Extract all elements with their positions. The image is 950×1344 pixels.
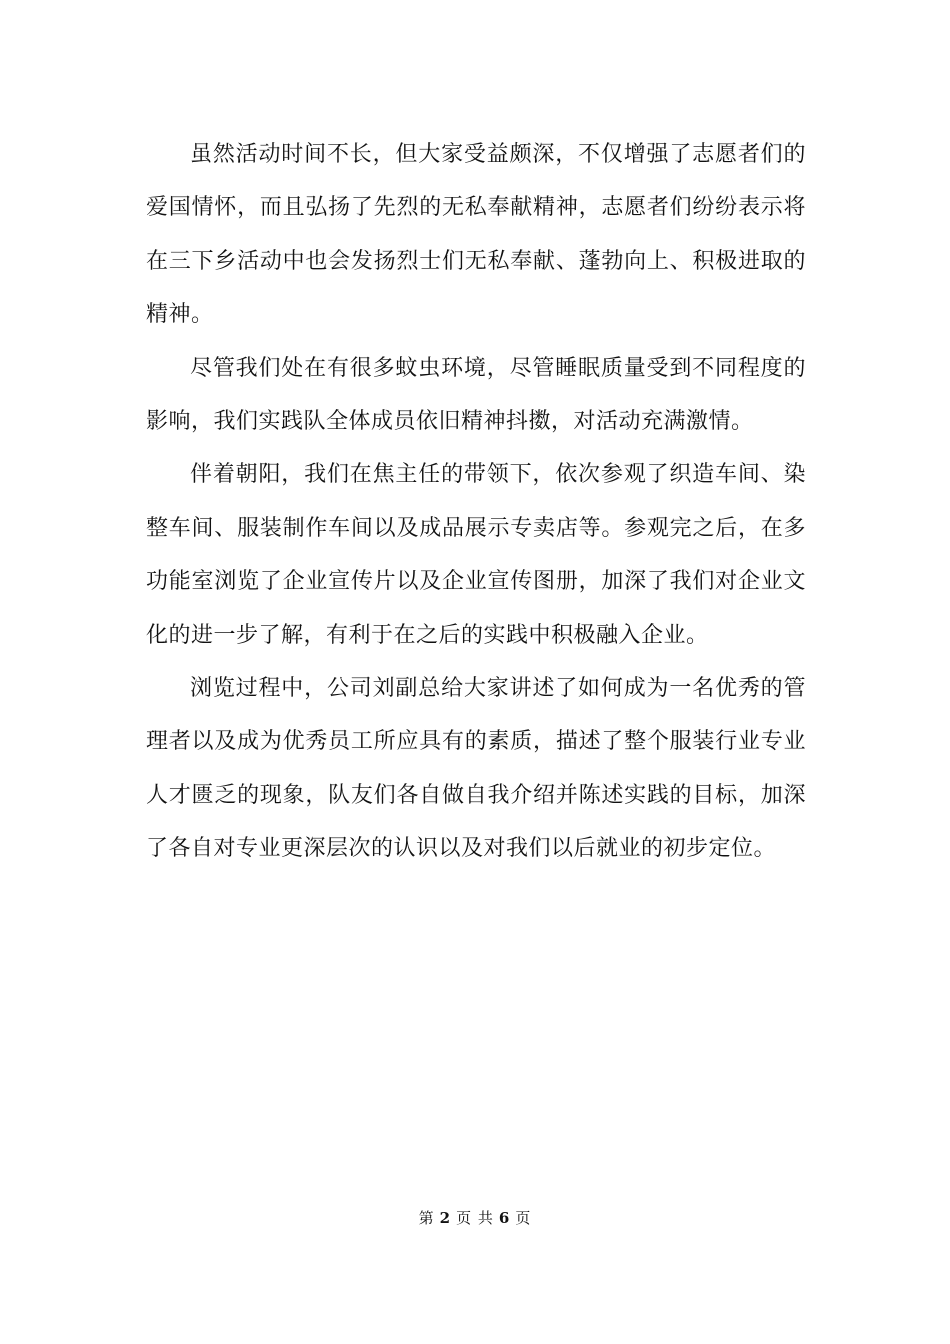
paragraph-1: 虽然活动时间不长，但大家受益颇深，不仅增强了志愿者们的爱国情怀，而且弘扬了先烈的无私奉献精神，志愿者们纷纷表示将在三下乡活动中也会发扬烈士们无私奉献、蓬勃向上、积极进取的精神。 — [146, 142, 806, 328]
current-page-number: 2 — [439, 1209, 452, 1227]
paragraph-3: 伴着朝阳，我们在焦主任的带领下，依次参观了织造车间、染整车间、服装制作车间以及成品展示专卖店等。参观完之后，在多功能室浏览了企业宣传片以及企业宣传图册，加深了我们对企业文化的进一步了解，有利于在之后的实践中积极融入企业。 — [146, 462, 806, 648]
document-body — [146, 128, 806, 876]
footer-middle: 页 共 — [456, 1209, 494, 1227]
footer-prefix: 第 — [418, 1209, 435, 1227]
page-footer — [0, 1207, 950, 1228]
total-page-number: 6 — [498, 1209, 511, 1227]
paragraph-4: 浏览过程中，公司刘副总给大家讲述了如何成为一名优秀的管理者以及成为优秀员工所应具有的素质，描述了整个服装行业专业人才匮乏的现象，队友们各自做自我介绍并陈述实践的目标，加深了各自对专业更深层次的认识以及对我们以后就业的初步定位。 — [146, 676, 806, 862]
paragraph-2: 尽管我们处在有很多蚊虫环境，尽管睡眠质量受到不同程度的影响，我们实践队全体成员依旧精神抖擞，对活动充满激情。 — [146, 355, 806, 435]
footer-suffix: 页 — [515, 1209, 532, 1227]
